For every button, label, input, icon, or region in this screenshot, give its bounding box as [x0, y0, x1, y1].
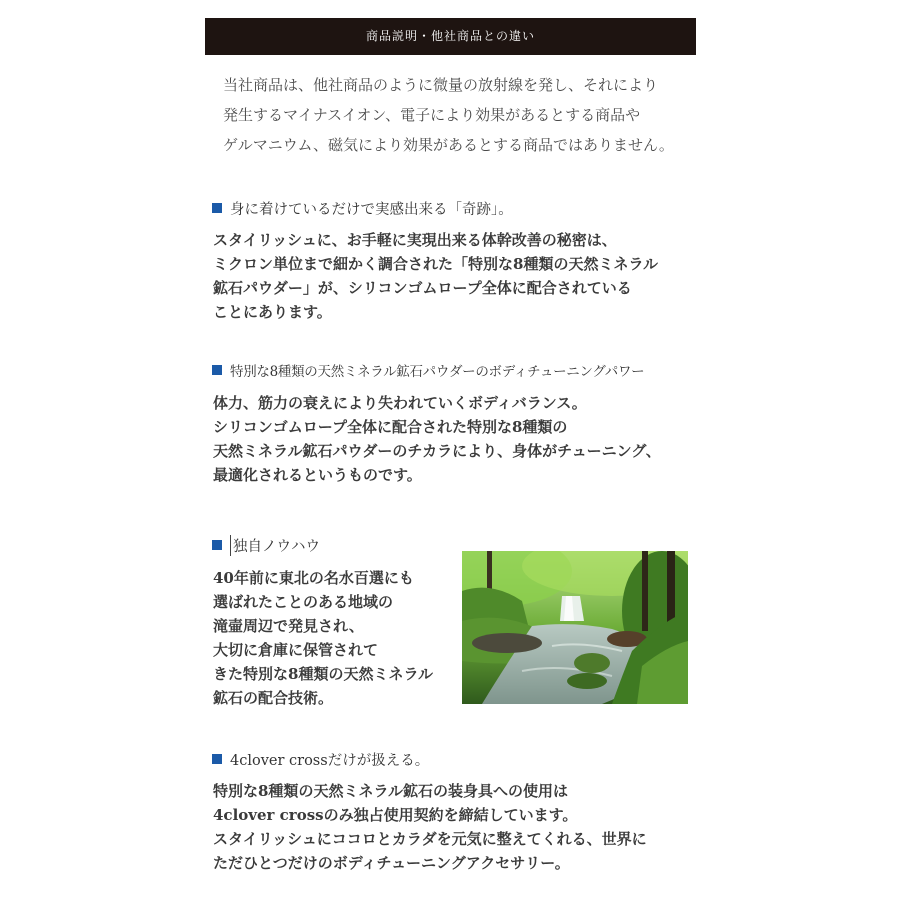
section-title-text: 4clover crossだけが扱える。	[230, 752, 430, 769]
waterfall-forest-photo	[462, 551, 688, 704]
body-line: 鉱石の配合技術。	[213, 689, 334, 707]
body-line: シリコンゴムロープ全体に配合された特別な8種類の	[213, 418, 568, 436]
body-line: スタイリッシュにココロとカラダを元気に整えてくれる、世界に	[213, 830, 647, 848]
section-title-text: 身に着けているだけで実感出来る「奇跡」。	[230, 201, 513, 218]
intro-line: ゲルマニウム、磁気により効果があるとする商品ではありません。	[223, 136, 674, 154]
square-bullet-icon	[212, 540, 222, 550]
square-bullet-icon	[212, 754, 222, 764]
section-title-tuning-power	[212, 360, 644, 380]
body-line: 特別な8種類の天然ミネラル鉱石の装身具への使用は	[213, 782, 568, 800]
section-title-know-how	[212, 535, 320, 555]
body-line: 4clover crossのみ独占使用契約を締結しています。	[213, 806, 578, 824]
header-title: 商品説明・他社商品との違い	[365, 29, 535, 43]
section-header-bar	[205, 18, 696, 55]
body-line: 鉱石パウダー」が、シリコンゴムロープ全体に配合されている	[213, 279, 632, 297]
body-line: 最適化されるというものです。	[213, 466, 422, 484]
square-bullet-icon	[212, 365, 222, 375]
body-line: ミクロン単位まで細かく調合された「特別な8種類の天然ミネラル	[213, 255, 658, 273]
body-line: 大切に倉庫に保管されて	[213, 641, 379, 659]
intro-line: 発生するマイナスイオン、電子により効果があるとする商品や	[223, 106, 641, 124]
body-line: きた特別な8種類の天然ミネラル	[213, 665, 433, 683]
section-body-tuning-power	[213, 391, 661, 487]
section-title-exclusive	[212, 749, 429, 769]
body-line: 天然ミネラル鉱石パウダーのチカラにより、身体がチューニング、	[213, 442, 661, 460]
section-body-know-how	[213, 566, 433, 710]
square-bullet-icon	[212, 203, 222, 213]
section-title-miracle	[212, 198, 513, 218]
body-line: 体力、筋力の衰えにより失われていくボディバランス。	[213, 394, 587, 412]
section-body-exclusive	[213, 779, 647, 875]
body-line: 選ばれたことのある地域の	[213, 593, 394, 611]
body-line: 40年前に東北の名水百選にも	[213, 569, 414, 587]
section-title-text: 独自ノウハウ	[230, 535, 320, 556]
intro-line: 当社商品は、他社商品のように微量の放射線を発し、それにより	[223, 76, 659, 94]
intro-paragraph	[223, 70, 693, 160]
body-line: ただひとつだけのボディチューニングアクセサリー。	[213, 854, 570, 872]
section-title-text: 特別な8種類の天然ミネラル鉱石パウダーのボディチューニングパワー	[230, 364, 645, 380]
section-body-miracle	[213, 228, 658, 324]
body-line: ことにあります。	[213, 303, 332, 321]
body-line: 滝壷周辺で発見され、	[213, 617, 364, 635]
body-line: スタイリッシュに、お手軽に実現出来る体幹改善の秘密は、	[213, 231, 617, 249]
